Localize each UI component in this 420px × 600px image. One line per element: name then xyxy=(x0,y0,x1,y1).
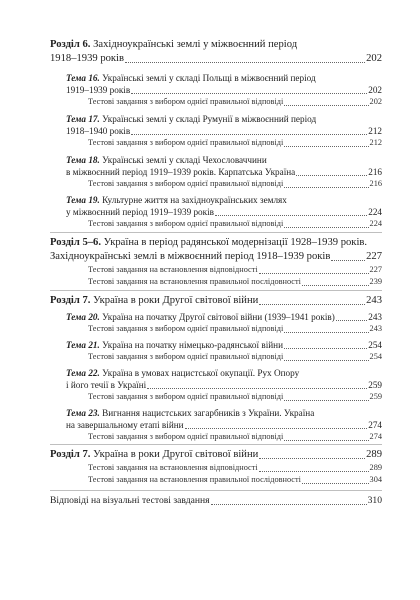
test-title: Тестові завдання на встановлення відповідності xyxy=(88,463,258,472)
section-title: Україна в роки Другої світової війни xyxy=(93,449,259,460)
test-line xyxy=(88,95,382,109)
dot-leader xyxy=(296,175,367,176)
page-number: 243 xyxy=(368,312,382,322)
topic-title-cont: 1918–1940 років xyxy=(66,126,131,136)
test-line xyxy=(88,473,382,487)
page-number: 227 xyxy=(366,251,382,262)
dot-leader xyxy=(284,146,368,147)
dot-leader xyxy=(259,458,365,459)
dot-leader xyxy=(302,285,369,286)
topic-label: Тема 16. xyxy=(66,73,100,83)
section-title: Західноукраїнські землі у міжвоєнний період xyxy=(93,39,298,50)
test-title: Тестові завдання з вибором однієї правильної відповіді xyxy=(88,324,284,333)
section-label: Розділ 5–6. xyxy=(50,237,102,248)
page-number: 212 xyxy=(368,126,382,136)
section-label: Розділ 6. xyxy=(50,39,91,50)
dot-leader xyxy=(259,273,369,274)
dot-leader xyxy=(259,471,369,472)
page-number: 202 xyxy=(366,53,382,64)
dot-leader xyxy=(125,62,365,63)
page-number: 202 xyxy=(368,85,382,95)
dot-leader xyxy=(284,332,368,333)
section-title: Україна в роки Другої світової війни xyxy=(93,295,259,306)
dot-leader xyxy=(284,348,367,349)
topic-label: Тема 23. xyxy=(66,408,100,418)
page-number: 254 xyxy=(368,340,382,350)
dot-leader xyxy=(284,400,368,401)
test-title: Тестові завдання з вибором однієї правильної відповіді xyxy=(88,432,284,441)
test-line xyxy=(88,430,382,444)
divider xyxy=(50,490,382,491)
divider xyxy=(50,290,382,291)
page-number: 259 xyxy=(369,392,382,401)
section-title-line xyxy=(50,52,382,66)
divider xyxy=(50,444,382,445)
test-title: Тестові завдання на встановлення відповідності xyxy=(88,265,258,274)
page-number: 289 xyxy=(369,463,382,472)
page-number: 274 xyxy=(369,432,382,441)
topic-label: Тема 20. xyxy=(66,312,100,322)
topic-label: Тема 17. xyxy=(66,114,100,124)
test-line xyxy=(88,322,382,336)
topic-title-cont: 1919–1939 років xyxy=(66,85,131,95)
dot-leader xyxy=(211,504,367,505)
test-line xyxy=(88,390,382,404)
test-line xyxy=(88,350,382,364)
page-number: 243 xyxy=(366,295,382,306)
test-line xyxy=(88,136,382,150)
topic-label: Тема 18. xyxy=(66,155,100,165)
page-number: 310 xyxy=(367,495,382,506)
dot-leader xyxy=(215,215,367,216)
page-number: 227 xyxy=(369,265,382,274)
dot-leader xyxy=(284,187,368,188)
page-number: 243 xyxy=(369,324,382,333)
page-number: 304 xyxy=(369,475,382,484)
dot-leader xyxy=(147,388,367,389)
section-title-line xyxy=(50,236,382,250)
test-title: Тестові завдання з вибором однієї правильної відповіді xyxy=(88,219,284,228)
page-number: 254 xyxy=(369,352,382,361)
dot-leader xyxy=(259,304,365,305)
page-number: 259 xyxy=(368,380,382,390)
dot-leader xyxy=(302,483,369,484)
topic-title: Українські землі у складі Чехословаччини xyxy=(102,155,267,165)
dot-leader xyxy=(185,428,368,429)
section-title-line xyxy=(50,294,382,308)
test-title: Тестові завдання з вибором однієї правильної відповіді xyxy=(88,179,284,188)
topic-title-cont: і його течії в Україні xyxy=(66,380,147,390)
test-title: Тестові завдання на встановлення правильної послідовності xyxy=(88,277,301,286)
topic-label: Тема 21. xyxy=(66,340,100,350)
topic-title-cont: у міжвоєнний період 1919–1939 років xyxy=(66,207,215,217)
page-number: 274 xyxy=(368,420,382,430)
page-number: 202 xyxy=(369,97,382,106)
dot-leader xyxy=(284,360,368,361)
dot-leader xyxy=(336,320,367,321)
page-number: 289 xyxy=(366,449,382,460)
topic-title: Вигнання нацистських загарбників з України. Україна xyxy=(102,408,315,418)
dot-leader xyxy=(284,105,368,106)
topic-title-cont: в міжвоєнний період 1919–1939 років. Карпатська Україна xyxy=(66,167,296,177)
answers-line xyxy=(50,494,382,508)
topic-title: Українські землі у складі Румунії в міжвоєнний період xyxy=(102,114,317,124)
page-number: 216 xyxy=(368,167,382,177)
section-title-line xyxy=(50,38,382,52)
dot-leader xyxy=(131,93,367,94)
page-number: 239 xyxy=(369,277,382,286)
section-label: Розділ 7. xyxy=(50,295,91,306)
test-title: Тестові завдання з вибором однієї правильної відповіді xyxy=(88,352,284,361)
topic-title: Українські землі у складі Польщі в міжвоєнний період xyxy=(102,73,316,83)
topic-title: Україна на початку Другої світової війни (1939–1941 років) xyxy=(102,312,335,322)
section-label: Розділ 7. xyxy=(50,449,91,460)
divider xyxy=(50,232,382,233)
topic-title: Україна на початку німецько-радянської війни xyxy=(102,340,284,350)
section-title-line xyxy=(50,250,382,264)
dot-leader xyxy=(284,227,368,228)
section-title-cont: Західноукраїнські землі в міжвоєнний період 1918–1939 років xyxy=(50,251,331,262)
page-number: 212 xyxy=(369,138,382,147)
topic-title-cont: на завершальному етапі війни xyxy=(66,420,184,430)
dot-leader xyxy=(131,134,367,135)
topic-title: Культурне життя на західноукраїнських землях xyxy=(102,195,287,205)
test-title: Тестові завдання з вибором однієї правильної відповіді xyxy=(88,392,284,401)
page-number: 216 xyxy=(369,179,382,188)
test-title: Тестові завдання на встановлення правильної послідовності xyxy=(88,475,301,484)
section-title-cont: 1918–1939 років xyxy=(50,53,125,64)
section-title-line xyxy=(50,448,382,462)
topic-label: Тема 19. xyxy=(66,195,100,205)
test-title: Тестові завдання з вибором однієї правильної відповіді xyxy=(88,97,284,106)
page-number: 224 xyxy=(369,219,382,228)
topic-label: Тема 22. xyxy=(66,368,100,378)
topic-title: Україна в умовах нацистської окупації. Рух Опору xyxy=(102,368,300,378)
dot-leader xyxy=(331,260,365,261)
test-line xyxy=(88,217,382,231)
test-line xyxy=(88,177,382,191)
page-number: 224 xyxy=(368,207,382,217)
section-title: Україна в період радянської модернізації 1928–1939 років. xyxy=(103,237,368,248)
test-line xyxy=(88,275,382,289)
answers-title: Відповіді на візуальні тестові завдання xyxy=(50,495,210,506)
dot-leader xyxy=(284,440,368,441)
test-title: Тестові завдання з вибором однієї правильної відповіді xyxy=(88,138,284,147)
